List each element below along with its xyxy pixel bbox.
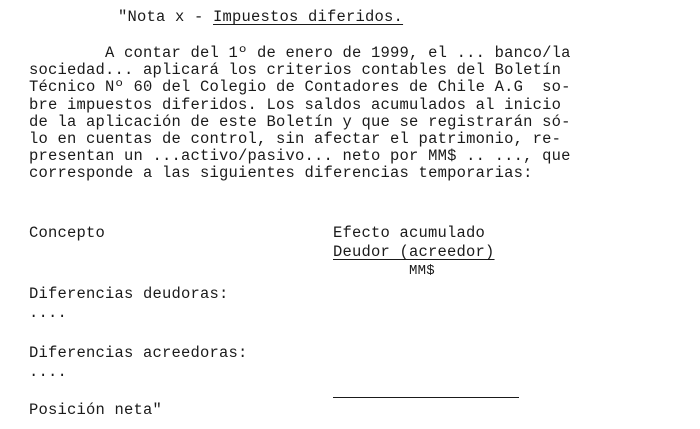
paragraph-line: presentan un ...activo/pasivo... neto por MM$ .. ..., que xyxy=(29,147,571,166)
note-title xyxy=(118,9,403,26)
unit-label: MM$ xyxy=(409,263,435,279)
note-title-prefix: "Nota x - xyxy=(118,8,214,26)
debit-differences-placeholder: .... xyxy=(29,304,68,322)
paragraph-line: sociedad... aplicará los criterios contables del Boletín xyxy=(29,61,562,80)
paragraph-line: lo en cuentas de control, sin afectar el patrimonio, re- xyxy=(29,130,562,149)
concept-column-header: Concepto xyxy=(29,224,106,242)
credit-differences-placeholder: .... xyxy=(29,363,68,381)
effect-column-subheader: Deudor (acreedor) xyxy=(333,243,495,261)
debit-differences-label: Diferencias deudoras: xyxy=(29,285,229,303)
paragraph-line: de la aplicación de este Boletín y que se registrarán só- xyxy=(29,112,571,131)
paragraph-line: corresponde a las siguientes diferencias temporarias: xyxy=(29,164,533,183)
note-paragraph xyxy=(29,45,669,183)
total-rule xyxy=(333,397,519,398)
effect-column-header: Efecto acumulado xyxy=(333,224,486,242)
net-position-label: Posición neta" xyxy=(29,401,163,419)
note-title-heading: Impuestos diferidos. xyxy=(213,8,404,26)
credit-differences-label: Diferencias acreedoras: xyxy=(29,344,248,362)
paragraph-line: A contar del 1º de enero de 1999, el ... banco/la xyxy=(29,44,571,62)
paragraph-line: bre impuestos diferidos. Los saldos acumulados al inicio xyxy=(29,95,562,114)
paragraph-line: Técnico Nº 60 del Colegio de Contadores de Chile A.G so- xyxy=(29,78,571,97)
